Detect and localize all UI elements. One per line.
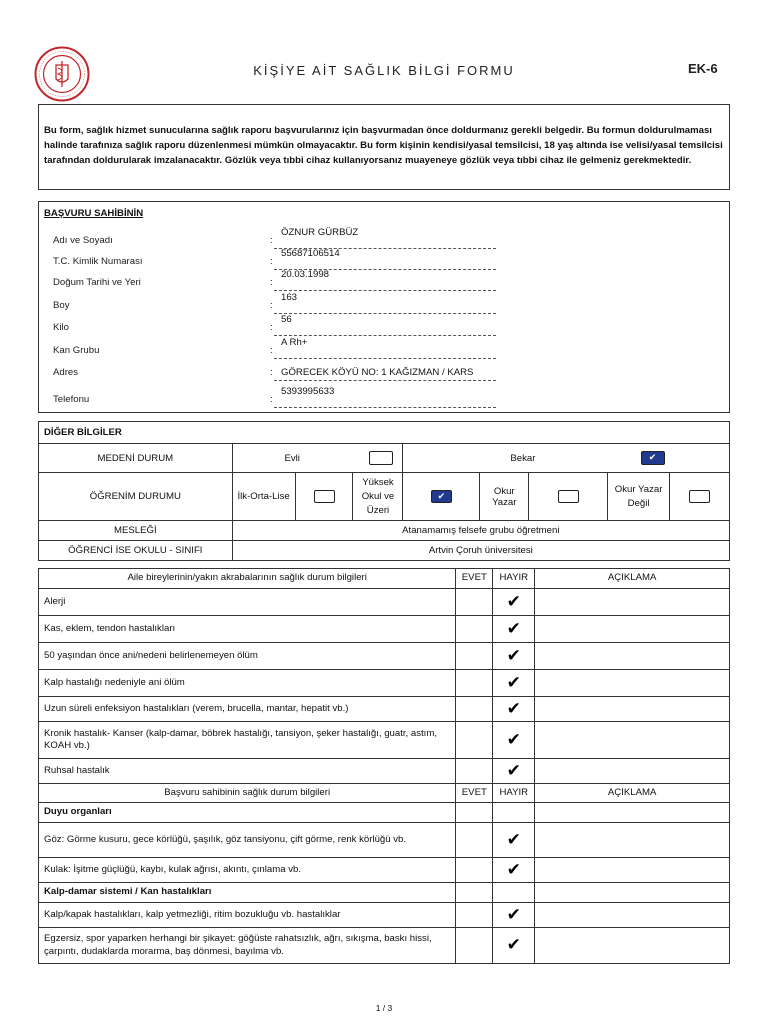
answer-no-cell[interactable] <box>493 643 535 670</box>
marital-label: MEDENİ DURUM <box>39 444 233 473</box>
health-row-label: Kas, eklem, tendon hastalıkları <box>39 616 456 643</box>
health-row <box>39 928 730 964</box>
colon: : <box>270 322 273 333</box>
health-row-label: Egzersiz, spor yaparken herhangi bir şikayet: göğüste rahatsızlık, ağrı, sıkışma, baskı hissi, çarpıntı, dudaklarda morarma, baş dönmesi, bayılma vb. <box>39 928 456 964</box>
check-mark-icon: ✔ <box>506 729 521 749</box>
colon: : <box>270 394 273 405</box>
colon: : <box>270 256 273 267</box>
colon: : <box>270 277 273 288</box>
blood-value[interactable]: A Rh+ <box>281 337 308 348</box>
health-row-label: Kronik hastalık- Kanser (kalp-damar, böbrek hastalığı, tansiyon, şeker hastalığı, guatr, astım, KOAH vb.) <box>39 722 456 759</box>
health-row <box>39 903 730 928</box>
address-value[interactable]: GÖRECEK KÖYÜ NO: 1 KAĞIZMAN / KARS <box>281 367 474 378</box>
check-mark-icon: ✔ <box>506 591 521 611</box>
edu-checkbox-cell <box>403 473 480 521</box>
colon: : <box>270 300 273 311</box>
health-row <box>39 858 730 883</box>
answer-yes-cell[interactable] <box>456 616 493 643</box>
note-cell[interactable] <box>535 903 730 928</box>
health-row-label: Göz: Görme kusuru, gece körlüğü, şaşılık, göz tansiyonu, çift görme, renk körlüğü vb. <box>39 823 456 858</box>
field-height <box>39 292 729 316</box>
education-label: ÖĞRENİM DURUMU <box>39 473 233 521</box>
health-row <box>39 823 730 858</box>
check-mark-icon: ✔ <box>506 618 521 638</box>
marital-option-single <box>403 444 730 473</box>
answer-yes-cell[interactable] <box>456 589 493 616</box>
health-table <box>38 568 730 964</box>
answer-no-cell[interactable] <box>493 903 535 928</box>
applicant-heading: BAŞVURU SAHİBİNİN <box>44 208 144 219</box>
school-value[interactable]: Artvin Çoruh üniversitesi <box>232 541 729 561</box>
col-no-header: HAYIR <box>493 569 535 589</box>
field-label: Kan Grubu <box>53 345 100 356</box>
edu-checkbox-cell <box>529 473 608 521</box>
answer-no-cell[interactable] <box>493 823 535 858</box>
col-no-header: HAYIR <box>493 784 535 803</box>
health-subheading-row <box>39 803 730 823</box>
field-label: Doğum Tarihi ve Yeri <box>53 277 141 288</box>
col-yes-header: EVET <box>456 569 493 589</box>
field-label: Adı ve Soyadı <box>53 235 113 246</box>
field-label: Kilo <box>53 322 69 333</box>
answer-yes-cell[interactable] <box>456 928 493 964</box>
edu-illiterate-checkbox[interactable] <box>689 490 710 503</box>
edu-primary-checkbox[interactable] <box>314 490 335 503</box>
check-mark-icon: ✔ <box>506 698 521 718</box>
other-info-table <box>38 421 730 561</box>
option-label: Bekar <box>510 452 536 464</box>
field-phone <box>39 386 729 410</box>
answer-no-cell[interactable] <box>493 759 535 784</box>
note-cell[interactable] <box>535 616 730 643</box>
colon: : <box>270 235 273 246</box>
answer-no-cell[interactable] <box>493 858 535 883</box>
health-section-title: Başvuru sahibinin sağlık durum bilgileri <box>39 784 456 803</box>
weight-value[interactable]: 56 <box>281 314 292 325</box>
occupation-label: MESLEĞİ <box>39 521 233 541</box>
birth-value[interactable]: 20.03.1998 <box>281 269 330 280</box>
option-label: Evli <box>284 452 300 464</box>
health-row-label: Ruhsal hastalık <box>39 759 456 784</box>
health-row <box>39 643 730 670</box>
answer-yes-cell[interactable] <box>456 697 493 722</box>
field-weight <box>39 314 729 338</box>
page-number: 1 / 3 <box>375 1003 393 1013</box>
field-label: Adres <box>53 367 79 378</box>
field-tc <box>39 248 729 272</box>
field-label: Telefonu <box>53 394 90 405</box>
note-cell[interactable] <box>535 697 730 722</box>
colon: : <box>270 367 273 378</box>
occupation-value[interactable]: Atanamamış felsefe grubu öğretmeni <box>232 521 729 541</box>
answer-yes-cell[interactable] <box>456 643 493 670</box>
empty-cell <box>456 883 493 903</box>
answer-no-cell[interactable] <box>493 928 535 964</box>
health-row-label: Alerji <box>39 589 456 616</box>
empty-cell <box>456 803 493 823</box>
answer-no-cell[interactable] <box>493 589 535 616</box>
health-row-label: Kalp hastalığı nedeniyle ani ölüm <box>39 670 456 697</box>
health-row <box>39 616 730 643</box>
health-row-label: Kalp/kapak hastalıkları, kalp yetmezliği, ritim bozukluğu vb. hastalıklar <box>39 903 456 928</box>
health-row <box>39 589 730 616</box>
field-birth <box>39 269 729 293</box>
empty-cell <box>535 803 730 823</box>
field-name <box>39 227 729 251</box>
name-value[interactable]: ÖZNUR GÜRBÜZ <box>281 227 359 238</box>
applicant-section <box>38 201 730 413</box>
edu-literate-checkbox[interactable] <box>558 490 579 503</box>
colon: : <box>270 345 273 356</box>
check-mark-icon: ✔ <box>506 672 521 692</box>
health-row-label: 50 yaşından önce ani/nedeni belirlenemeyen ölüm <box>39 643 456 670</box>
form-title: KİŞİYE AİT SAĞLIK BİLGİ FORMU <box>253 63 515 78</box>
school-label: ÖĞRENCİ İSE OKULU - SINIFI <box>39 541 233 561</box>
field-line <box>274 358 496 359</box>
answer-no-cell[interactable] <box>493 670 535 697</box>
answer-yes-cell[interactable] <box>456 722 493 759</box>
answer-no-cell[interactable] <box>493 697 535 722</box>
check-mark-icon: ✔ <box>506 935 521 955</box>
health-subheading: Kalp-damar sistemi / Kan hastalıkları <box>39 883 456 903</box>
health-subheading-row <box>39 883 730 903</box>
answer-yes-cell[interactable] <box>456 858 493 883</box>
field-blood <box>39 337 729 361</box>
intro-text: Bu form, sağlık hizmet sunucularına sağlık raporu başvurularınız için başvurmadan önce doldurmanız gerekli belgedir. Bu formun doldurulmaması halinde tarafınıza sağlık raporu düzenlenmesi mümkün olmayacaktır. Bu form kişinin kendisi/yasal temsilcisi, 18 yaş altında ise velisi/yasal temsilcisi tarafından doldurularak imzalanacaktır. Gözlük veya tıbbi cihaz kullanıyorsanız muayeneye gözlük veya tıbbi cihaz ile gelmeniz gerekmektedir. <box>38 104 730 190</box>
note-cell[interactable] <box>535 670 730 697</box>
edu-option-label: Yüksek Okul ve Üzeri <box>353 473 403 521</box>
check-mark-icon: ✔ <box>506 760 521 780</box>
edu-option-label: İlk-Orta-Lise <box>232 473 295 521</box>
edu-option-label: Okur Yazar <box>480 473 529 521</box>
answer-no-cell[interactable] <box>493 722 535 759</box>
health-row <box>39 759 730 784</box>
phone-value[interactable]: 5393995633 <box>281 386 335 397</box>
empty-cell <box>493 883 535 903</box>
col-yes-header: EVET <box>456 784 493 803</box>
health-row <box>39 722 730 759</box>
field-line <box>274 313 496 314</box>
field-label: T.C. Kimlik Numarası <box>53 256 143 267</box>
answer-yes-cell[interactable] <box>456 670 493 697</box>
empty-cell <box>535 883 730 903</box>
health-header-row <box>39 569 730 589</box>
answer-yes-cell[interactable] <box>456 823 493 858</box>
check-mark-icon: ✔ <box>506 829 521 849</box>
note-cell[interactable] <box>535 589 730 616</box>
edu-checkbox-cell <box>295 473 353 521</box>
edu-checkbox-cell <box>670 473 730 521</box>
note-cell[interactable] <box>535 823 730 858</box>
health-subheading: Duyu organları <box>39 803 456 823</box>
note-cell[interactable] <box>535 722 730 759</box>
field-line <box>274 290 496 291</box>
col-note-header: AÇIKLAMA <box>535 784 730 803</box>
other-heading: DİĞER BİLGİLER <box>39 422 730 444</box>
health-section-title: Aile bireylerinin/yakın akrabalarının sağlık durum bilgileri <box>39 569 456 589</box>
marital-option-married <box>232 444 403 473</box>
health-row <box>39 670 730 697</box>
answer-yes-cell[interactable] <box>456 903 493 928</box>
health-row <box>39 697 730 722</box>
field-line <box>274 407 496 408</box>
col-note-header: AÇIKLAMA <box>535 569 730 589</box>
edu-option-label: Okur Yazar Değil <box>608 473 670 521</box>
check-mark-icon: ✔ <box>506 645 521 665</box>
answer-no-cell[interactable] <box>493 616 535 643</box>
field-address <box>39 363 729 383</box>
tc-value[interactable]: 55687106514 <box>281 248 340 259</box>
health-row-label: Uzun süreli enfeksiyon hastalıkları (verem, brucella, mantar, hepatit vb.) <box>39 697 456 722</box>
note-cell[interactable] <box>535 858 730 883</box>
check-mark-icon: ✔ <box>506 904 521 924</box>
single-checkbox[interactable]: ✔ <box>641 451 665 465</box>
note-cell[interactable] <box>535 643 730 670</box>
check-mark-icon: ✔ <box>506 859 521 879</box>
empty-cell <box>493 803 535 823</box>
form-code: EK-6 <box>688 61 718 76</box>
married-checkbox[interactable] <box>369 451 393 465</box>
field-label: Boy <box>53 300 70 311</box>
edu-higher-checkbox[interactable]: ✔ <box>431 490 452 503</box>
answer-yes-cell[interactable] <box>456 759 493 784</box>
height-value[interactable]: 163 <box>281 292 298 303</box>
health-row-label: Kulak: İşitme güçlüğü, kaybı, kulak ağrısı, akıntı, çınlama vb. <box>39 858 456 883</box>
note-cell[interactable] <box>535 928 730 964</box>
note-cell[interactable] <box>535 759 730 784</box>
health-header-row <box>39 784 730 803</box>
